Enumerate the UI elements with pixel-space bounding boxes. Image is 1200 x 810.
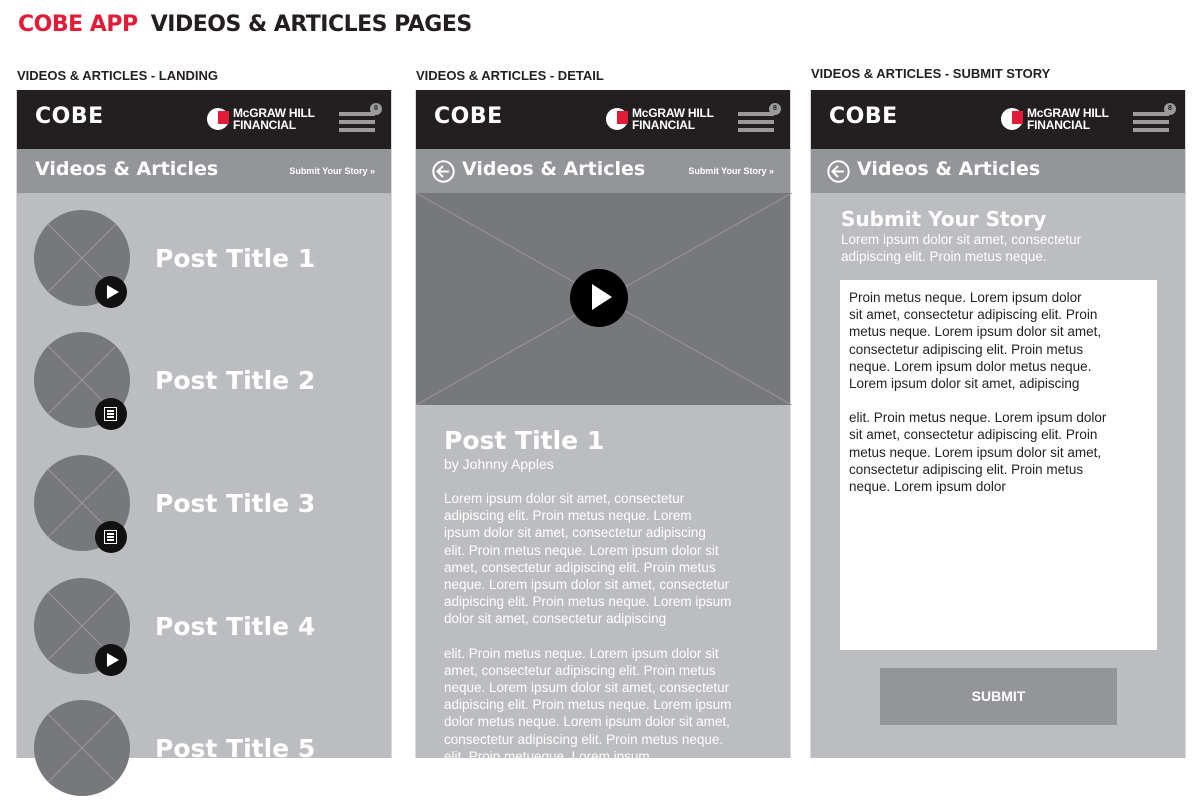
post-list-item[interactable] [17, 200, 391, 320]
post-title: Post Title 1 [444, 426, 605, 455]
detail-screen-label: VIDEOS & ARTICLES - DETAIL [416, 68, 604, 83]
submit-story-screen [810, 90, 1186, 758]
mhf-logo-mark [207, 108, 229, 130]
story-paragraph: elit. Proin metus neque. Lorem ipsum dolor sit amet, consectetur adipiscing elit. Proin metus neque. Lorem ipsum dolor sit amet, consectetur adipiscing elit. Proin metus neque. Lorem ipsum dolor [849, 410, 1107, 495]
notification-badge: 8 [370, 103, 382, 115]
post-author: by Johnny Apples [444, 456, 554, 472]
mhf-logo-line2: FINANCIAL [233, 118, 296, 132]
play-icon [95, 276, 127, 308]
post-title: Post Title 1 [155, 244, 316, 273]
article-icon [95, 398, 127, 430]
section-bar [416, 149, 790, 193]
page-title-brand: COBE APP [18, 12, 138, 37]
mhf-logo-line1: McGRAW HILL [632, 106, 714, 120]
page-title-text: VIDEOS & ARTICLES PAGES [150, 12, 472, 37]
landing-screen-label: VIDEOS & ARTICLES - LANDING [17, 68, 219, 83]
detail-screen [415, 90, 791, 782]
story-paragraph: Proin metus neque. Lorem ipsum dolor sit amet, consectetur adipiscing elit. Proin metus neque. Lorem ipsum dolor sit amet, consectetur adipiscing elit. Proin metus neque. Lorem ipsum dolor metus neque. Lorem ipsum dolor sit amet, adipiscing [849, 290, 1102, 392]
article-icon [95, 521, 127, 553]
post-title: Post Title 3 [155, 489, 316, 518]
post-list-item[interactable] [17, 322, 391, 442]
top-bar [811, 90, 1185, 149]
mcgraw-hill-financial-logo [606, 106, 716, 134]
notification-badge: 8 [1164, 103, 1176, 115]
post-list-item[interactable] [17, 690, 391, 810]
post-thumbnail [34, 700, 130, 796]
post-body [444, 490, 762, 799]
post-list-item[interactable] [17, 445, 391, 565]
section-bar [811, 149, 1185, 193]
back-arrow-icon[interactable] [432, 160, 455, 183]
mhf-logo-line1: McGRAW HILL [233, 106, 315, 120]
story-textarea[interactable] [840, 280, 1157, 650]
top-bar [416, 90, 790, 149]
mhf-logo-mark [1001, 108, 1023, 130]
mcgraw-hill-financial-logo [207, 106, 317, 134]
top-bar [17, 90, 391, 149]
section-title: Videos & Articles [462, 158, 646, 180]
cobe-logo[interactable]: COBE [829, 104, 898, 129]
section-bar [17, 149, 391, 193]
post-list-item[interactable] [17, 568, 391, 688]
page-title [18, 12, 472, 37]
post-title: Post Title 5 [155, 734, 316, 763]
submit-button[interactable]: SUBMIT [880, 668, 1117, 725]
hamburger-icon[interactable] [1133, 105, 1172, 132]
submit-screen-label: VIDEOS & ARTICLES - SUBMIT STORY [811, 66, 1051, 81]
submit-your-story-link[interactable]: Submit Your Story » [688, 166, 774, 176]
mhf-logo-line2: FINANCIAL [1027, 118, 1090, 132]
submit-story-intro: Lorem ipsum dolor sit amet, consectetur adipiscing elit. Proin metus neque. [841, 232, 1082, 264]
hamburger-icon[interactable] [339, 105, 378, 132]
hamburger-icon[interactable] [738, 105, 777, 132]
mhf-logo-line2: FINANCIAL [632, 118, 695, 132]
post-paragraph: elit. Proin metus neque. Lorem ipsum dolor sit amet, consectetur adipiscing elit. Proin metus neque. Lorem ipsum dolor sit amet, consectetur adipiscing elit. Proin metus neque. Lorem ipsum dolor metus neque. Lorem ipsum dolor sit amet, consectetur adipiscing elit. Proin metus neque. elit. Proin metueque. Lorem ipsum dolor sit amet, consectetur adipiscing elit. Proin [444, 645, 732, 782]
section-title: Videos & Articles [857, 158, 1041, 180]
submit-your-story-link[interactable]: Submit Your Story » [289, 166, 375, 176]
landing-screen [16, 90, 392, 763]
section-title: Videos & Articles [35, 158, 219, 180]
post-title: Post Title 4 [155, 612, 316, 641]
play-icon [95, 644, 127, 676]
cobe-logo[interactable]: COBE [434, 104, 503, 129]
back-arrow-icon[interactable] [827, 160, 850, 183]
cobe-logo[interactable]: COBE [35, 104, 104, 129]
mcgraw-hill-financial-logo [1001, 106, 1111, 134]
post-paragraph: Lorem ipsum dolor sit amet, consectetur adipiscing elit. Proin metus neque. Lorem ipsum dolor sit amet, consectetur adipiscing elit. Proin metus neque. Lorem ipsum dolor sit amet, consectetur adipiscing elit. Proin metus neque. Lorem ipsum dolor sit amet, consectetur adipiscing elit. Proin metus neque. Lorem ipsum dolor sit amet, consectetur adipiscing [444, 491, 732, 627]
play-button[interactable] [570, 269, 628, 327]
mhf-logo-line1: McGRAW HILL [1027, 106, 1109, 120]
submit-story-heading: Submit Your Story [841, 207, 1047, 231]
post-title: Post Title 2 [155, 366, 316, 395]
notification-badge: 8 [769, 103, 781, 115]
video-player[interactable] [416, 193, 790, 405]
mhf-logo-mark [606, 108, 628, 130]
